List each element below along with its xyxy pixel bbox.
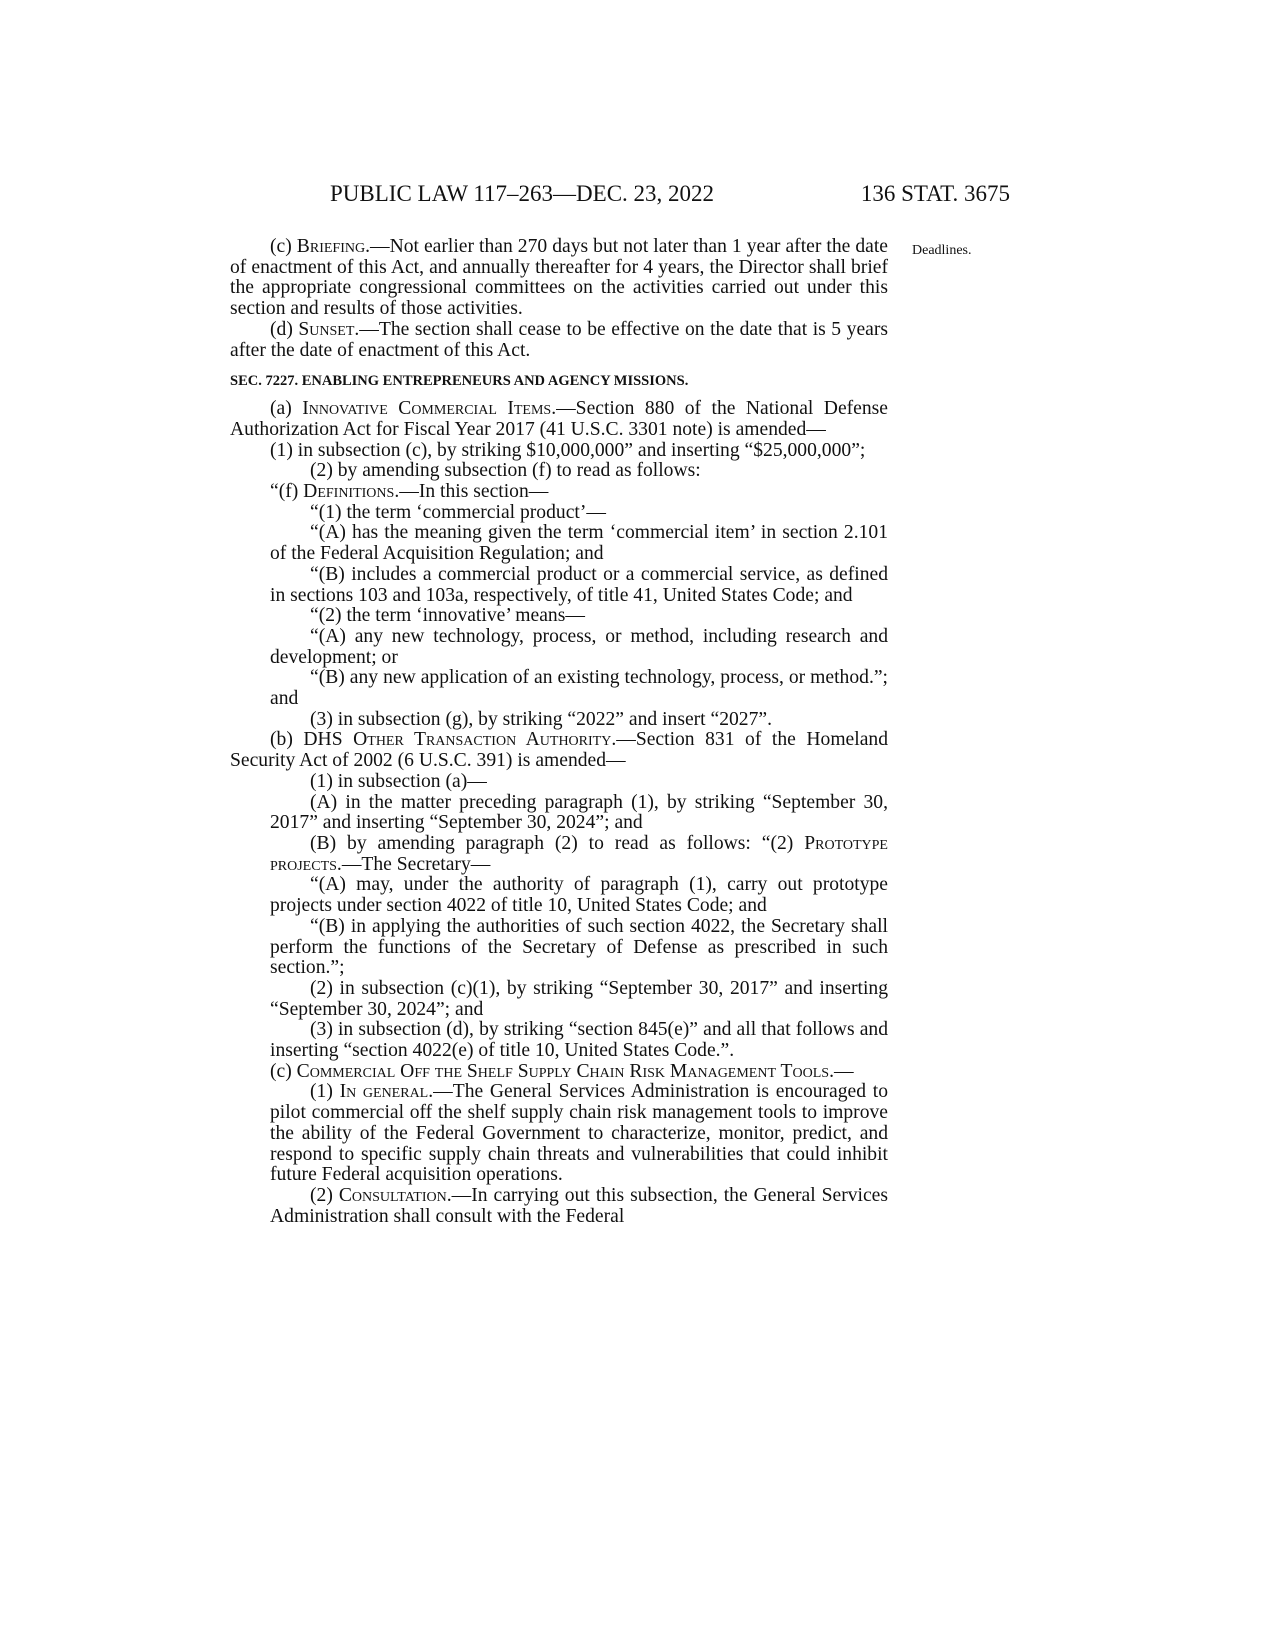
quoted-b1B-A: “(A) may, under the authority of paragraph (1), carry out prototype projects under section 4022 of title 10, United States Code; and	[270, 874, 888, 917]
paragraph-a2: (2) by amending subsection (f) to read as follows:	[310, 460, 701, 482]
paragraph-b1: (1) in subsection (a)—	[310, 770, 487, 792]
quoted-f2: “(2) the term ‘innovative’ means—	[310, 605, 585, 627]
body-text-column	[230, 237, 888, 1227]
paragraph-a3: (3) in subsection (g), by striking “2022” and insert “2027”.	[310, 708, 772, 730]
paragraph-c1-in-general: (1) In general.—The General Services Administration is encouraged to pilot commercial off the shelf supply chain risk management tools to improve the ability of the Federal Government to characterize, monitor, predict, and respond to specific supply chain threats and vulnerabilities that could inhibit future Federal acquisition operations.	[270, 1081, 888, 1186]
quoted-f1: “(1) the term ‘commercial product’—	[310, 501, 606, 523]
quoted-b1B-B: “(B) in applying the authorities of such section 4022, the Secretary shall perform the functions of the Secretary of Defense as prescribed in such section.”;	[270, 915, 888, 979]
paragraph-b2: (2) in subsection (c)(1), by striking “September 30, 2017” and inserting “September 30, 2024”; and	[270, 977, 888, 1020]
subparagraph-b1A: (A) in the matter preceding paragraph (1), by striking “September 30, 2017” and inserting “September 30, 2024”; and	[270, 791, 888, 834]
margin-note: Deadlines.	[912, 243, 972, 258]
quoted-f2B: “(B) any new application of an existing technology, process, or method.”; and	[270, 667, 888, 710]
paragraph-c2-consultation: (2) Consultation.—In carrying out this subsection, the General Services Administration shall consult with the Federal	[270, 1184, 889, 1227]
paragraph-b3: (3) in subsection (d), by striking “section 845(e)” and all that follows and inserting “section 4022(e) of title 10, United States Code.”.	[270, 1019, 888, 1062]
quoted-f1B: “(B) includes a commercial product or a commercial service, as defined in sections 103 and 103a, respectively, of title 41, United States Code; and	[270, 563, 888, 606]
running-header-page-number: 136 STAT. 3675	[860, 181, 1010, 206]
quoted-f2A: “(A) any new technology, process, or method, including research and development; or	[270, 625, 888, 668]
quoted-f1A: “(A) has the meaning given the term ‘commercial item’ in section 2.101 of the Federal Acquisition Regulation; and	[270, 522, 888, 565]
subsection-c-briefing: (c) Briefing.—Not earlier than 270 days but not later than 1 year after the date of enactment of this Act, and annually thereafter for 4 years, the Director shall brief the appropriate congressional committees on the activities carried out under this section and results of those activities.	[230, 236, 888, 320]
subsection-b: (b) DHS Other Transaction Authority.—Section 831 of the Homeland Security Act of 2002 (6 U.S.C. 391) is amended—	[230, 729, 888, 772]
subsection-d-sunset: (d) Sunset.—The section shall cease to be effective on the date that is 5 years after the date of enactment of this Act.	[230, 318, 888, 361]
quoted-subsection-f: “(f) Definitions.—In this section—	[270, 481, 549, 503]
paragraph-a1: (1) in subsection (c), by striking $10,000,000” and inserting “$25,000,000”;	[270, 439, 866, 461]
subsection-c-supply-chain: (c) Commercial Off the Shelf Supply Chain Risk Management Tools.—	[270, 1060, 854, 1082]
running-header-title: PUBLIC LAW 117–263—DEC. 23, 2022	[330, 181, 715, 206]
subsection-a: (a) Innovative Commercial Items.—Section 880 of the National Defense Authorization Act for Fiscal Year 2017 (41 U.S.C. 3301 note) is amended—	[230, 398, 888, 440]
subparagraph-b1B: (B) by amending paragraph (2) to read as follows: “(2) Prototype projects.—The Secretary—	[270, 832, 888, 875]
section-heading: SEC. 7227. ENABLING ENTREPRENEURS AND AGENCY MISSIONS.	[230, 373, 689, 390]
